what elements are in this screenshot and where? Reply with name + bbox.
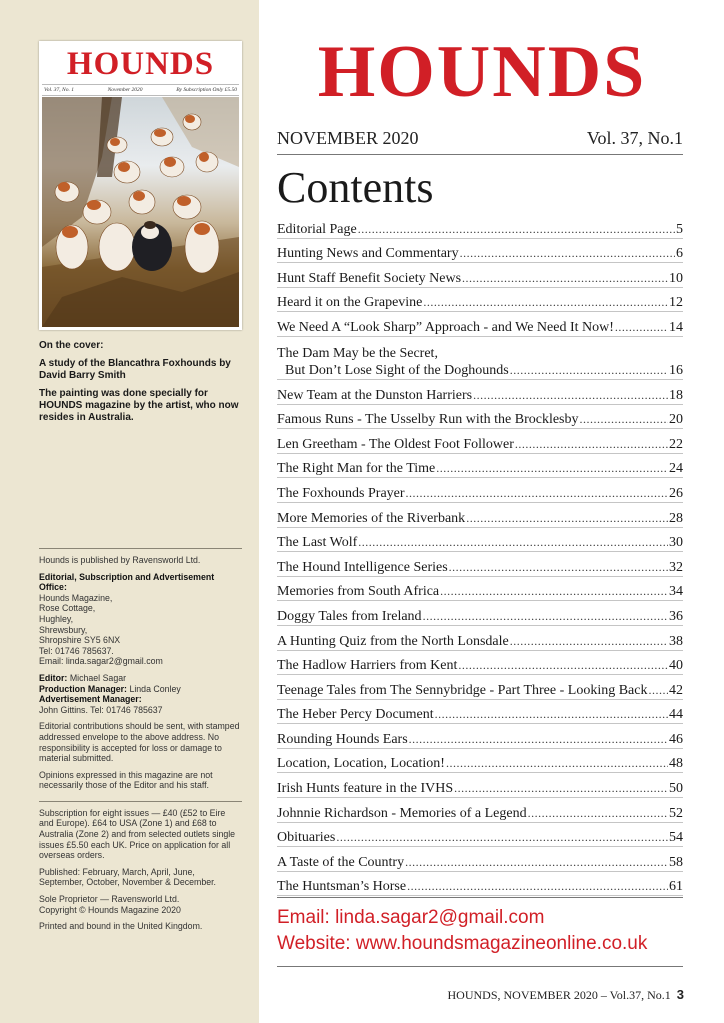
page-number: 3 — [676, 987, 684, 1002]
toc-entry-title: Teenage Tales from The Sennybridge - Part Three - Looking Back — [277, 682, 648, 698]
toc-entry-leader-dots — [435, 706, 668, 723]
toc-entry-title — [277, 345, 509, 379]
hounds-painting-image — [42, 97, 239, 327]
printed-note: Printed and bound in the United Kingdom. — [39, 921, 203, 932]
toc-entry-title: Rounding Hounds Ears — [277, 731, 408, 747]
toc-entry-page: 30 — [669, 535, 683, 551]
toc-entry-title: Location, Location, Location! — [277, 756, 445, 772]
issue-date: NOVEMBER 2020 — [277, 128, 419, 148]
toc-entry-leader-dots — [510, 633, 668, 650]
advert-name: John Gittins. Tel: 01746 785637 — [39, 704, 163, 715]
toc-entry-page: 46 — [669, 731, 683, 747]
toc-entry-page: 52 — [669, 805, 683, 821]
address-line: Tel: 01746 785637. — [39, 645, 114, 656]
toc-entry — [277, 337, 683, 380]
toc-entry-leader-dots — [406, 485, 668, 502]
toc-entry-title: The Hound Intelligence Series — [277, 559, 448, 575]
toc-entry-page: 22 — [669, 436, 683, 452]
publisher-top-divider — [39, 548, 242, 549]
toc-entry-page: 20 — [669, 412, 683, 428]
address-line: Shrewsbury, — [39, 624, 88, 635]
toc-entry-leader-dots — [473, 387, 668, 404]
toc-entry — [277, 239, 683, 264]
toc-entry — [277, 724, 683, 749]
published-by: Hounds is published by Ravensworld Ltd. — [39, 555, 201, 565]
toc-entry-page: 58 — [669, 854, 683, 870]
toc-entry — [277, 823, 683, 848]
toc-entry-title: The Heber Percy Document — [277, 707, 434, 723]
magazine-cover — [39, 41, 242, 330]
toc-entry-page: 40 — [669, 658, 683, 674]
toc-bottom-divider — [277, 897, 683, 898]
publisher-mid-divider — [39, 801, 242, 802]
toc-entry — [277, 214, 683, 239]
toc-entry-leader-dots — [358, 534, 668, 551]
toc-entry-leader-dots — [458, 657, 668, 674]
toc-entry-title: Obituaries — [277, 830, 336, 846]
toc-entry-leader-dots — [336, 829, 668, 846]
office-label: Editorial, Subscription and Advertisement Office — [39, 571, 215, 593]
contact-email[interactable]: Email: linda.sagar2@gmail.com — [277, 907, 545, 928]
contact-divider — [277, 966, 683, 967]
toc-entry-page: 12 — [669, 295, 683, 311]
toc-entry-page: 16 — [669, 362, 683, 378]
cover-caption — [39, 340, 244, 430]
toc-entry-leader-dots — [515, 436, 668, 453]
toc-entry-page: 50 — [669, 781, 683, 797]
left-sidebar — [0, 0, 259, 1023]
toc-entry-page: 34 — [669, 584, 683, 600]
toc-entry-page: 10 — [669, 270, 683, 286]
toc-entry-leader-dots — [454, 780, 668, 797]
copyright: Copyright © Hounds Magazine 2020 — [39, 904, 181, 915]
subscription-note: Subscription for eight issues — £40 (£52 to Eire and Europe). £64 to USA (Zone 1) and £68 to Australia (Zone 2) and from selected outlets single issues £5.50 each UK. Price on application for all overseas orders. — [39, 807, 236, 861]
staff-block: Editor: Michael Sagar Production Manager: Linda Conley Advertisement Manager: John Gittins. Tel: 01746 785637 — [39, 672, 181, 715]
toc-entry-title: More Memories of the Riverbank — [277, 510, 466, 526]
toc-entry-page: 38 — [669, 633, 683, 649]
cover-date: November 2020 — [107, 87, 143, 93]
toc-entry-title: A Taste of the Country — [277, 854, 405, 870]
toc-entry-page: 14 — [669, 319, 683, 335]
masthead-title: HOUNDS — [317, 31, 647, 113]
toc-entry-leader-dots — [407, 878, 668, 895]
toc-entry-title: Hunt Staff Benefit Society News — [277, 270, 462, 286]
toc-entry — [277, 312, 683, 337]
proprietor: Sole Proprietor — Ravensworld Ltd. — [39, 894, 180, 905]
toc-entry-leader-dots — [580, 411, 668, 428]
toc-entry-title: The Huntsman’s Horse — [277, 879, 407, 895]
toc-entry-title: Heard it on the Grapevine — [277, 295, 423, 311]
toc-entry-page: 26 — [669, 485, 683, 501]
toc-entry-title: Hunting News and Commentary — [277, 246, 459, 262]
toc-entry — [277, 798, 683, 823]
toc-entry — [277, 528, 683, 553]
cover-price: By Subscription Only £5.50 — [176, 87, 237, 93]
cover-volume: Vol. 37, No. 1 — [44, 87, 74, 93]
opinions-note: Opinions expressed in this magazine are not necessarily those of the Editor and his staff. — [39, 769, 213, 791]
toc-entry — [277, 773, 683, 798]
toc-entry-title: A Hunting Quiz from the North Lonsdale — [277, 633, 509, 649]
toc-entry-page: 42 — [669, 682, 683, 698]
contributions-note: Editorial contributions should be sent, with stamped addressed envelope to the above address. No responsibility is accepted for loss or damage to material submitted. — [39, 721, 240, 764]
office-block: Editorial, Subscription and Advertisement Office: Hounds Magazine, Rose Cottage, Hughley, Shrewsbury, Shropshire SY5 6NX Tel: 01746 785637. Email: linda.sagar2@gmail.com — [39, 571, 215, 667]
page-footer — [448, 987, 684, 1003]
toc-entry-title: The Right Man for the Time — [277, 461, 436, 477]
toc-entry-title: Johnnie Richardson - Memories of a Legend — [277, 805, 527, 821]
table-of-contents — [277, 214, 683, 896]
production-label: Production Manager — [39, 683, 125, 694]
cover-caption-line1: A study of the Blancathra Foxhounds by David Barry Smith — [39, 358, 231, 381]
editor-label: Editor — [39, 672, 65, 683]
address-line: Shropshire SY5 6NX — [39, 635, 121, 646]
toc-entry — [277, 577, 683, 602]
toc-entry — [277, 601, 683, 626]
toc-entry — [277, 288, 683, 313]
toc-entry-title: We Need A “Look Sharp” Approach - and We Need It Now! — [277, 319, 614, 335]
published-months: Published: February, March, April, June, September, October, November & December. — [39, 866, 216, 888]
toc-entry-leader-dots — [358, 221, 675, 238]
address-line: Hughley, — [39, 613, 74, 624]
toc-entry — [277, 626, 683, 651]
toc-entry — [277, 263, 683, 288]
toc-entry-leader-dots — [440, 583, 668, 600]
toc-entry-page: 5 — [676, 221, 683, 237]
cover-caption-line2: The painting was done specially for HOUNDS magazine by the artist, who now resides in Australia. — [39, 388, 239, 423]
toc-entry-leader-dots — [436, 460, 668, 477]
advert-label: Advertisement Manager — [39, 694, 139, 705]
toc-entry — [277, 478, 683, 503]
editor-name: Michael Sagar — [69, 672, 127, 683]
toc-entry — [277, 749, 683, 774]
cover-painting — [42, 97, 239, 327]
toc-entry-title: Editorial Page — [277, 221, 357, 237]
contact-website[interactable]: Website: www.houndsmagazineonline.co.uk — [277, 933, 648, 954]
toc-entry-leader-dots — [423, 608, 668, 625]
toc-entry-title: The Foxhounds Prayer — [277, 485, 405, 501]
toc-entry-page: 18 — [669, 387, 683, 403]
toc-entry — [277, 429, 683, 454]
production-name: Linda Conley — [129, 683, 181, 694]
toc-entry-title-line2: But Don’t Lose Sight of the Doghounds — [285, 362, 509, 378]
toc-entry — [277, 454, 683, 479]
toc-entry-page: 28 — [669, 510, 683, 526]
toc-entry — [277, 872, 683, 897]
toc-entry-title: Famous Runs - The Usselby Run with the Brocklesby — [277, 412, 579, 428]
cover-title: HOUNDS — [66, 46, 215, 82]
toc-entry — [277, 700, 683, 725]
toc-entry-title: Doggy Tales from Ireland — [277, 608, 422, 624]
toc-entry-leader-dots — [405, 854, 668, 871]
toc-entry-page: 24 — [669, 461, 683, 477]
toc-entry — [277, 847, 683, 872]
address-line: Rose Cottage, — [39, 603, 96, 614]
toc-entry-title: The Hadlow Harriers from Kent — [277, 658, 458, 674]
address-line: Hounds Magazine, — [39, 592, 113, 603]
toc-entry-leader-dots — [449, 559, 668, 576]
toc-entry-leader-dots — [446, 755, 668, 772]
toc-entry-leader-dots — [462, 270, 668, 287]
toc-entry — [277, 651, 683, 676]
toc-entry-leader-dots — [423, 294, 668, 311]
toc-entry — [277, 552, 683, 577]
toc-entry-page: 32 — [669, 559, 683, 575]
toc-entry — [277, 405, 683, 430]
toc-entry-leader-dots — [528, 805, 668, 822]
contents-heading: Contents — [277, 163, 434, 212]
toc-entry-page: 54 — [669, 830, 683, 846]
toc-entry-title-line1: The Dam May be the Secret, — [277, 345, 438, 361]
cover-caption-heading: On the cover: — [39, 340, 104, 351]
toc-entry-leader-dots — [510, 362, 668, 379]
toc-entry — [277, 380, 683, 405]
toc-entry — [277, 675, 683, 700]
toc-entry — [277, 503, 683, 528]
toc-entry-leader-dots — [460, 245, 675, 262]
toc-entry-leader-dots — [615, 319, 668, 336]
issue-line — [277, 126, 683, 155]
toc-entry-leader-dots — [648, 682, 668, 699]
address-line: Email: linda.sagar2@gmail.com — [39, 656, 163, 667]
publisher-info — [39, 548, 242, 938]
toc-entry-title: Len Greetham - The Oldest Foot Follower — [277, 436, 514, 452]
cover-info-strip — [42, 84, 239, 96]
issue-volume: Vol. 37, No.1 — [586, 128, 683, 148]
toc-entry-page: 48 — [669, 756, 683, 772]
toc-entry-title: Irish Hunts feature in the IVHS — [277, 781, 454, 797]
toc-entry-leader-dots — [466, 510, 668, 527]
toc-entry-title: The Last Wolf — [277, 535, 358, 551]
toc-entry-title: Memories from South Africa — [277, 584, 440, 600]
toc-entry-title: New Team at the Dunston Harriers — [277, 387, 473, 403]
footer-text: HOUNDS, NOVEMBER 2020 – Vol.37, No.1 — [447, 988, 671, 1002]
contact-block — [277, 905, 697, 957]
toc-entry-page: 44 — [669, 707, 683, 723]
toc-entry-page: 36 — [669, 608, 683, 624]
toc-entry-page: 61 — [669, 879, 683, 895]
toc-entry-page: 6 — [676, 246, 683, 262]
toc-entry-leader-dots — [409, 731, 668, 748]
